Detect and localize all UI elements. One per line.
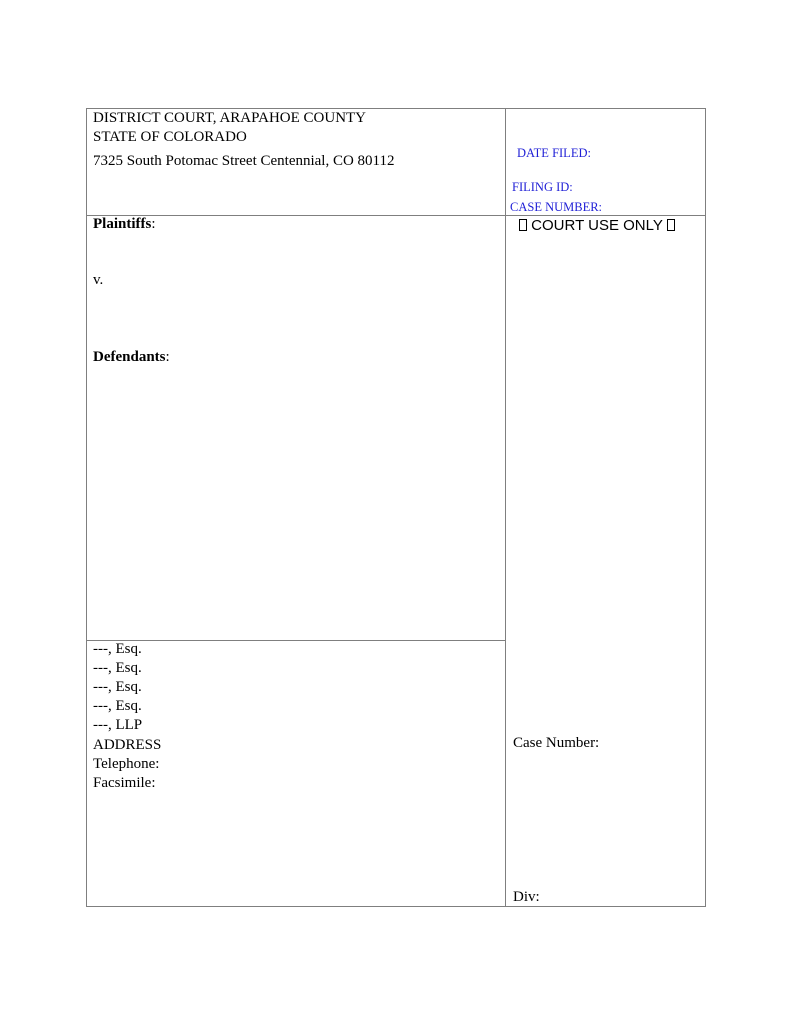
case-number-stamp-label: CASE NUMBER: (510, 200, 603, 214)
box-glyph-icon (667, 219, 675, 231)
defendants-heading (93, 348, 170, 367)
attorney-telephone: Telephone: (93, 756, 160, 772)
defendants-colon: : (165, 349, 170, 365)
attorney-line: ---, Esq. (93, 660, 142, 676)
plaintiffs-colon: : (151, 216, 156, 232)
case-number-label: Case Number: (513, 735, 600, 751)
date-filed-label: DATE FILED: (517, 146, 591, 160)
court-use-only-label: COURT USE ONLY (531, 217, 663, 234)
attorney-address: ADDRESS (93, 737, 162, 753)
defendants-label: Defendants (93, 349, 166, 365)
firm-line: ---, LLP (93, 717, 143, 733)
court-state: STATE OF COLORADO (93, 129, 247, 145)
filing-id-label: FILING ID: (512, 180, 573, 194)
court-name: DISTRICT COURT, ARAPAHOE COUNTY (93, 110, 367, 126)
column-divider (505, 108, 506, 907)
attorney-line: ---, Esq. (93, 679, 142, 695)
court-address: 7325 South Potomac Street Centennial, CO 80112 (93, 153, 395, 169)
plaintiffs-heading (93, 215, 156, 234)
attorney-facsimile: Facsimile: (93, 775, 156, 791)
attorney-line: ---, Esq. (93, 698, 142, 714)
versus-text: v. (93, 272, 104, 288)
div-label: Div: (513, 889, 540, 905)
plaintiffs-label: Plaintiffs (93, 216, 152, 232)
court-use-only (519, 216, 675, 235)
box-glyph-icon (519, 219, 527, 231)
attorney-row-divider (86, 640, 506, 641)
attorney-line: ---, Esq. (93, 641, 142, 657)
